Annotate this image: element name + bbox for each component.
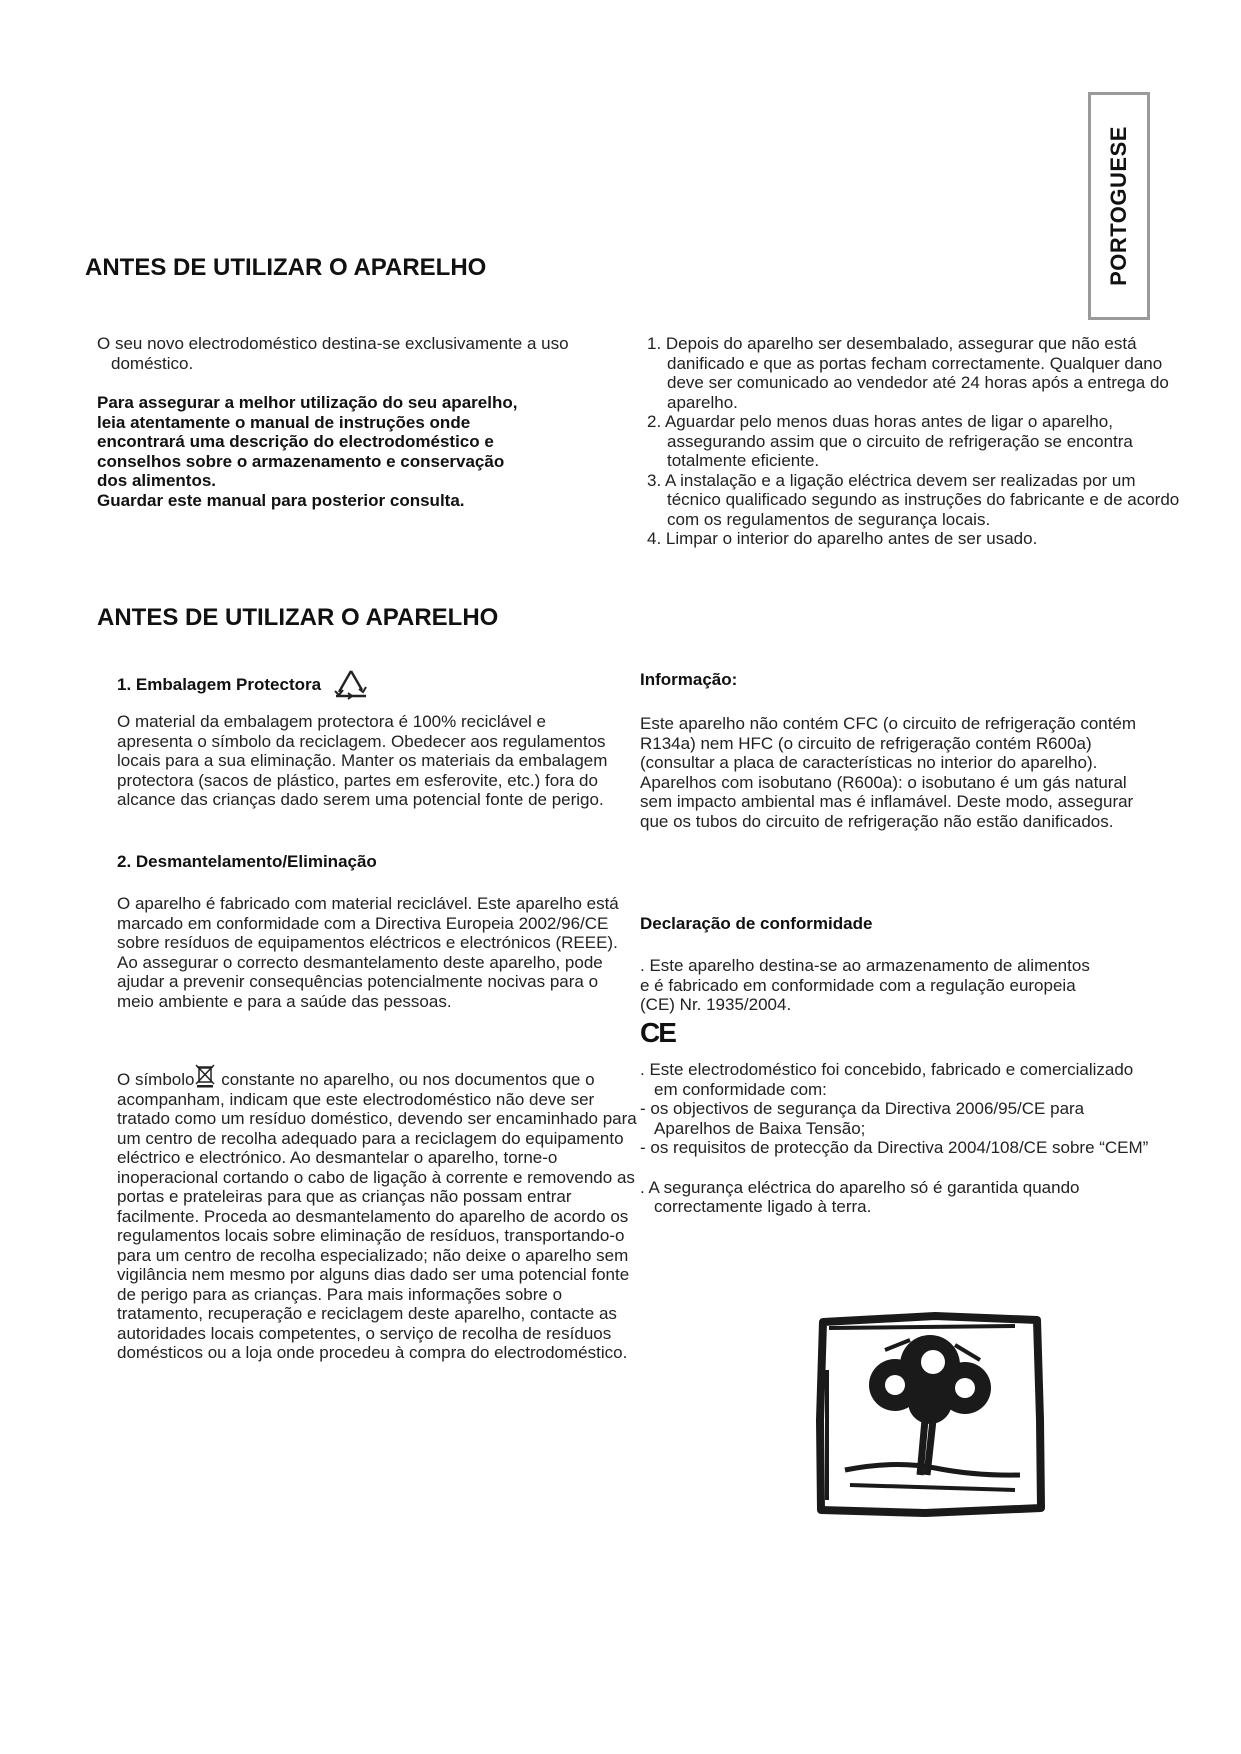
packaging-heading-row bbox=[117, 668, 371, 702]
conformity-item-2: - os requisitos de protecção da Directiva 2004/108/CE sobre “CEM” bbox=[640, 1138, 1149, 1157]
intro-text: O seu novo electrodoméstico destina-se exclusivamente a uso doméstico. bbox=[97, 334, 569, 373]
recycle-icon bbox=[331, 668, 371, 702]
disposal-text-2-block bbox=[117, 1070, 637, 1363]
bold-line-1: Para assegurar a melhor utilização do seu aparelho, bbox=[97, 393, 518, 412]
bold-line-5: dos alimentos. bbox=[97, 471, 217, 490]
tree-logo-icon bbox=[815, 1310, 1045, 1520]
ce-mark: CE bbox=[640, 1017, 675, 1048]
step-3: 3. A instalação e a ligação eléctrica devem ser realizadas por um técnico qualificado segundo as instruções do fabricante e de acordo com os regulamentos de segurança locais. bbox=[647, 470, 1180, 529]
info-heading: Informação: bbox=[640, 670, 738, 689]
bold-line-4: conselhos sobre o armazenamento e conservação bbox=[97, 451, 505, 471]
safety-note: . A segurança eléctrica do aparelho só é garantida quando correctamente ligado à terra. bbox=[640, 1177, 1080, 1216]
disposal-text-1: O aparelho é fabricado com material reciclável. Este aparelho está marcado em conformidade com a Directiva Europeia 2002/96/CE sobre resíduos de equipamentos eléctricos e electrónicos (REEE). Ao assegurar o correcto desmantelamento deste aparelho, pode ajudar a prevenir consequências potencialmente nocivas para o meio ambiente e para a saúde das pessoas. bbox=[117, 894, 619, 1011]
conformity-item-1: - os objectivos de segurança da Directiva 2006/95/CE para Aparelhos de Baixa Tensão; bbox=[640, 1099, 1085, 1138]
disposal-text-2: constante no aparelho, ou nos documentos que o acompanham, indicam que este electrodoméstico não deve ser tratado como um resíduo doméstico, devendo ser encaminhado para um centro de recolha adequado para a reciclagem do equipamento eléctrico e electrónico. Ao desmantelar o aparelho, torne-o inoperacional cortando o cabo de ligação à corrente e removendo as portas e prateleiras para que as crianças não possam entrar facilmente. Proceda ao desmantelamento do aparelho de acordo os regulamentos locais sobre eliminação de resíduos, transportando-o para um centro de recolha especializado; não deixe o aparelho sem vigilância nem mesmo por alguns dias dado ser uma potencial fonte de perigo para as crianças. Para mais informações sobre o tratamento, recuperação e reciclagem deste aparelho, contacte as autoridades locais competentes, o serviço de recolha de resíduos domésticos ou a loja onde procedeu à compra do electrodoméstico. bbox=[117, 1070, 637, 1362]
step-1: 1. Depois do aparelho ser desembalado, assegurar que não está danificado e que as portas fecham correctamente. Qualquer dano deve ser comunicado ao vendedor até 24 horas após a entrega do aparelho. bbox=[647, 334, 1169, 412]
conformity-text: . Este aparelho destina-se ao armazenamento de alimentos e é fabricado em conformidade com a regulação europeia (CE) Nr. 1935/2004. bbox=[640, 956, 1090, 1014]
conformity-intro: . Este electrodoméstico foi concebido, fabricado e comercializado em conformidade com: bbox=[640, 1060, 1134, 1099]
step-4: 4. Limpar o interior do aparelho antes de ser usado. bbox=[647, 529, 1038, 548]
disposal-heading: 2. Desmantelamento/Eliminação bbox=[117, 852, 377, 871]
language-tab bbox=[1088, 92, 1150, 320]
packaging-text: O material da embalagem protectora é 100% reciclável e apresenta o símbolo da reciclagem. Obedecer aos regulamentos locais para a sua eliminação. Manter os materiais da embalagem protectora (sacos de plástico, partes em esferovite, etc.) fora do alcance das crianças dado serem uma potencial fonte de perigo. bbox=[117, 712, 608, 809]
bold-line-2: leia atentamente o manual de instruções onde bbox=[97, 412, 471, 432]
language-tab-label: PORTOGUESE bbox=[1106, 126, 1132, 286]
conformity-block bbox=[640, 1060, 1160, 1217]
section1-left-column bbox=[97, 334, 637, 510]
section2-title: ANTES DE UTILIZAR O APARELHO bbox=[97, 604, 499, 631]
packaging-heading: 1. Embalagem Protectora bbox=[117, 675, 322, 694]
info-text: Este aparelho não contém CFC (o circuito de refrigeração contém R134a) nem HFC (o circuito de refrigeração contém R600a) (consultar a placa de características no interior do aparelho). Aparelhos com isobutano (R600a): o isobutano é um gás natural sem impacto ambiental mas é inflamável. Deste modo, assegurar que os tubos do circuito de refrigeração não estão danificados. bbox=[640, 714, 1137, 831]
step-2: 2. Aguardar pelo menos duas horas antes de ligar o aparelho, assegurando assim que o circuito de refrigeração se encontra totalmente eficiente. bbox=[647, 412, 1133, 470]
disposal-text-2-prefix: O símbolo bbox=[117, 1070, 195, 1089]
section1-steps bbox=[647, 334, 1187, 549]
bold-line-3: encontrará uma descrição do electrodoméstico e bbox=[97, 432, 494, 451]
section1-title: ANTES DE UTILIZAR O APARELHO bbox=[85, 254, 487, 281]
crossed-bin-icon bbox=[194, 1062, 216, 1088]
conformity-heading: Declaração de conformidade bbox=[640, 914, 873, 933]
bold-line-6: Guardar este manual para posterior consulta. bbox=[97, 490, 465, 510]
